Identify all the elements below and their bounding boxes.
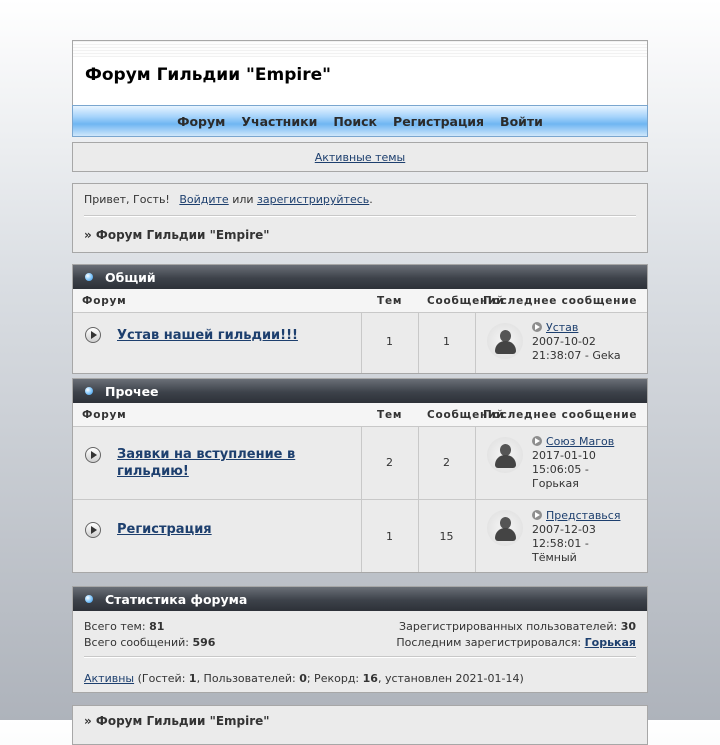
- user-avatar-icon: [487, 323, 523, 359]
- members-label: , Пользователей:: [196, 672, 296, 685]
- category-other: [72, 378, 648, 573]
- last-post-info: [532, 435, 642, 491]
- registered-users: [399, 620, 636, 633]
- active-topics-box: [72, 142, 648, 172]
- or-text: или: [232, 193, 254, 206]
- category-general: [72, 264, 648, 374]
- column-headers: [73, 403, 647, 427]
- col-topics: Тем: [377, 295, 403, 307]
- bullet-icon: [85, 595, 93, 603]
- registered-users-label: Зарегистрированных пользователей:: [399, 620, 618, 633]
- divider: [84, 215, 636, 217]
- total-topics-label: Всего тем:: [84, 620, 146, 633]
- forum-posts-count: 15: [439, 530, 454, 543]
- last-post-link[interactable]: Устав: [546, 321, 579, 334]
- col-last-post: Последнее сообщение: [483, 295, 638, 307]
- active-topics-link[interactable]: Активные темы: [314, 150, 406, 164]
- bullet-icon: [85, 273, 93, 281]
- stats-header: [73, 587, 647, 611]
- forum-link-registration[interactable]: Регистрация: [117, 522, 212, 537]
- stats-title: Статистика форума: [105, 591, 248, 607]
- user-avatar-icon: [487, 510, 523, 546]
- main-nav: [72, 105, 648, 137]
- last-post-date: 2007-12-03: [532, 523, 596, 536]
- col-forum: Форум: [82, 295, 127, 307]
- registered-users-value: 30: [620, 620, 636, 633]
- go-arrow-icon[interactable]: [532, 436, 542, 446]
- last-post-time-author: 21:38:07 - Geka: [532, 349, 621, 362]
- nav-forum[interactable]: Форум: [177, 113, 226, 129]
- category-title: Общий: [105, 269, 156, 285]
- forum-link-applications[interactable]: Заявки на вступление в гильдию!: [117, 447, 296, 479]
- forum-topics-count: 1: [386, 335, 393, 348]
- col-posts: Сообщений: [427, 295, 505, 307]
- category-header: [73, 379, 647, 403]
- last-post-author: Горькая: [532, 477, 579, 490]
- bullet-icon: [85, 387, 93, 395]
- column-headers: [73, 289, 647, 313]
- site-header: [72, 40, 648, 106]
- total-topics-value: 81: [149, 620, 165, 633]
- last-registered-label: Последним зарегистрировался:: [396, 636, 582, 649]
- category-header: [73, 265, 647, 289]
- nav-register[interactable]: Регистрация: [393, 113, 485, 129]
- last-post-date: 2007-10-02: [532, 335, 596, 348]
- guests-label: (Гостей:: [137, 672, 186, 685]
- breadcrumb: » Форум Гильдии "Empire": [84, 228, 270, 242]
- record-value: 16: [362, 672, 378, 685]
- active-users-link[interactable]: Активны: [84, 672, 135, 685]
- forum-row: [73, 500, 647, 572]
- last-post-link[interactable]: Представься: [546, 509, 621, 522]
- total-topics: [84, 620, 164, 633]
- members-value: 0: [299, 672, 307, 685]
- last-post-date: 2017-01-10: [532, 449, 596, 462]
- forum-posts-count: 2: [443, 456, 450, 469]
- guests-value: 1: [188, 672, 197, 685]
- last-registered-user-link[interactable]: Горькая: [584, 636, 636, 649]
- footer-breadcrumb-box: [72, 705, 648, 745]
- category-title: Прочее: [105, 383, 159, 399]
- record-label: ; Рекорд:: [306, 672, 360, 685]
- forum-topics-count: 1: [386, 530, 393, 543]
- forum-stats: [72, 586, 648, 693]
- online-info: [84, 672, 524, 685]
- nav-members[interactable]: Участники: [241, 113, 318, 129]
- last-post-info: [532, 321, 642, 363]
- last-post-link[interactable]: Союз Магов: [546, 435, 615, 448]
- total-posts-value: 596: [192, 636, 216, 649]
- last-post-time: 15:06:05 -: [532, 463, 589, 476]
- col-forum: Форум: [82, 409, 127, 421]
- forum-posts-count: 1: [443, 335, 450, 348]
- greeting-text: Привет, Гость!: [84, 193, 170, 206]
- total-posts: [84, 636, 215, 649]
- forum-link-charter[interactable]: Устав нашей гильдии!!!: [117, 328, 298, 343]
- forum-arrow-icon[interactable]: [85, 522, 101, 538]
- forum-row: [73, 313, 647, 373]
- welcome-line: [84, 193, 636, 206]
- register-link[interactable]: зарегистрируйтесь: [257, 193, 370, 206]
- record-tail: , установлен 2021-01-14): [377, 672, 524, 685]
- forum-arrow-icon[interactable]: [85, 327, 101, 343]
- last-post-time: 12:58:01 -: [532, 537, 589, 550]
- forum-topics-count: 2: [386, 456, 393, 469]
- go-arrow-icon[interactable]: [532, 510, 542, 520]
- col-last-post: Последнее сообщение: [483, 409, 638, 421]
- col-topics: Тем: [377, 409, 403, 421]
- nav-login[interactable]: Войти: [500, 113, 543, 129]
- last-post-author: Тёмный: [532, 551, 577, 564]
- divider: [84, 656, 636, 658]
- welcome-box: [72, 183, 648, 253]
- forum-arrow-icon[interactable]: [85, 447, 101, 463]
- last-post-info: [532, 509, 642, 565]
- go-arrow-icon[interactable]: [532, 322, 542, 332]
- footer-breadcrumb: » Форум Гильдии "Empire": [84, 714, 270, 728]
- nav-search[interactable]: Поиск: [333, 113, 378, 129]
- period-text: .: [369, 193, 373, 206]
- total-posts-label: Всего сообщений:: [84, 636, 189, 649]
- login-link[interactable]: Войдите: [179, 193, 229, 206]
- last-registered: [396, 636, 636, 649]
- site-title: Форум Гильдии "Empire": [85, 65, 331, 85]
- col-posts: Сообщений: [427, 409, 505, 421]
- user-avatar-icon: [487, 437, 523, 473]
- forum-row: [73, 427, 647, 500]
